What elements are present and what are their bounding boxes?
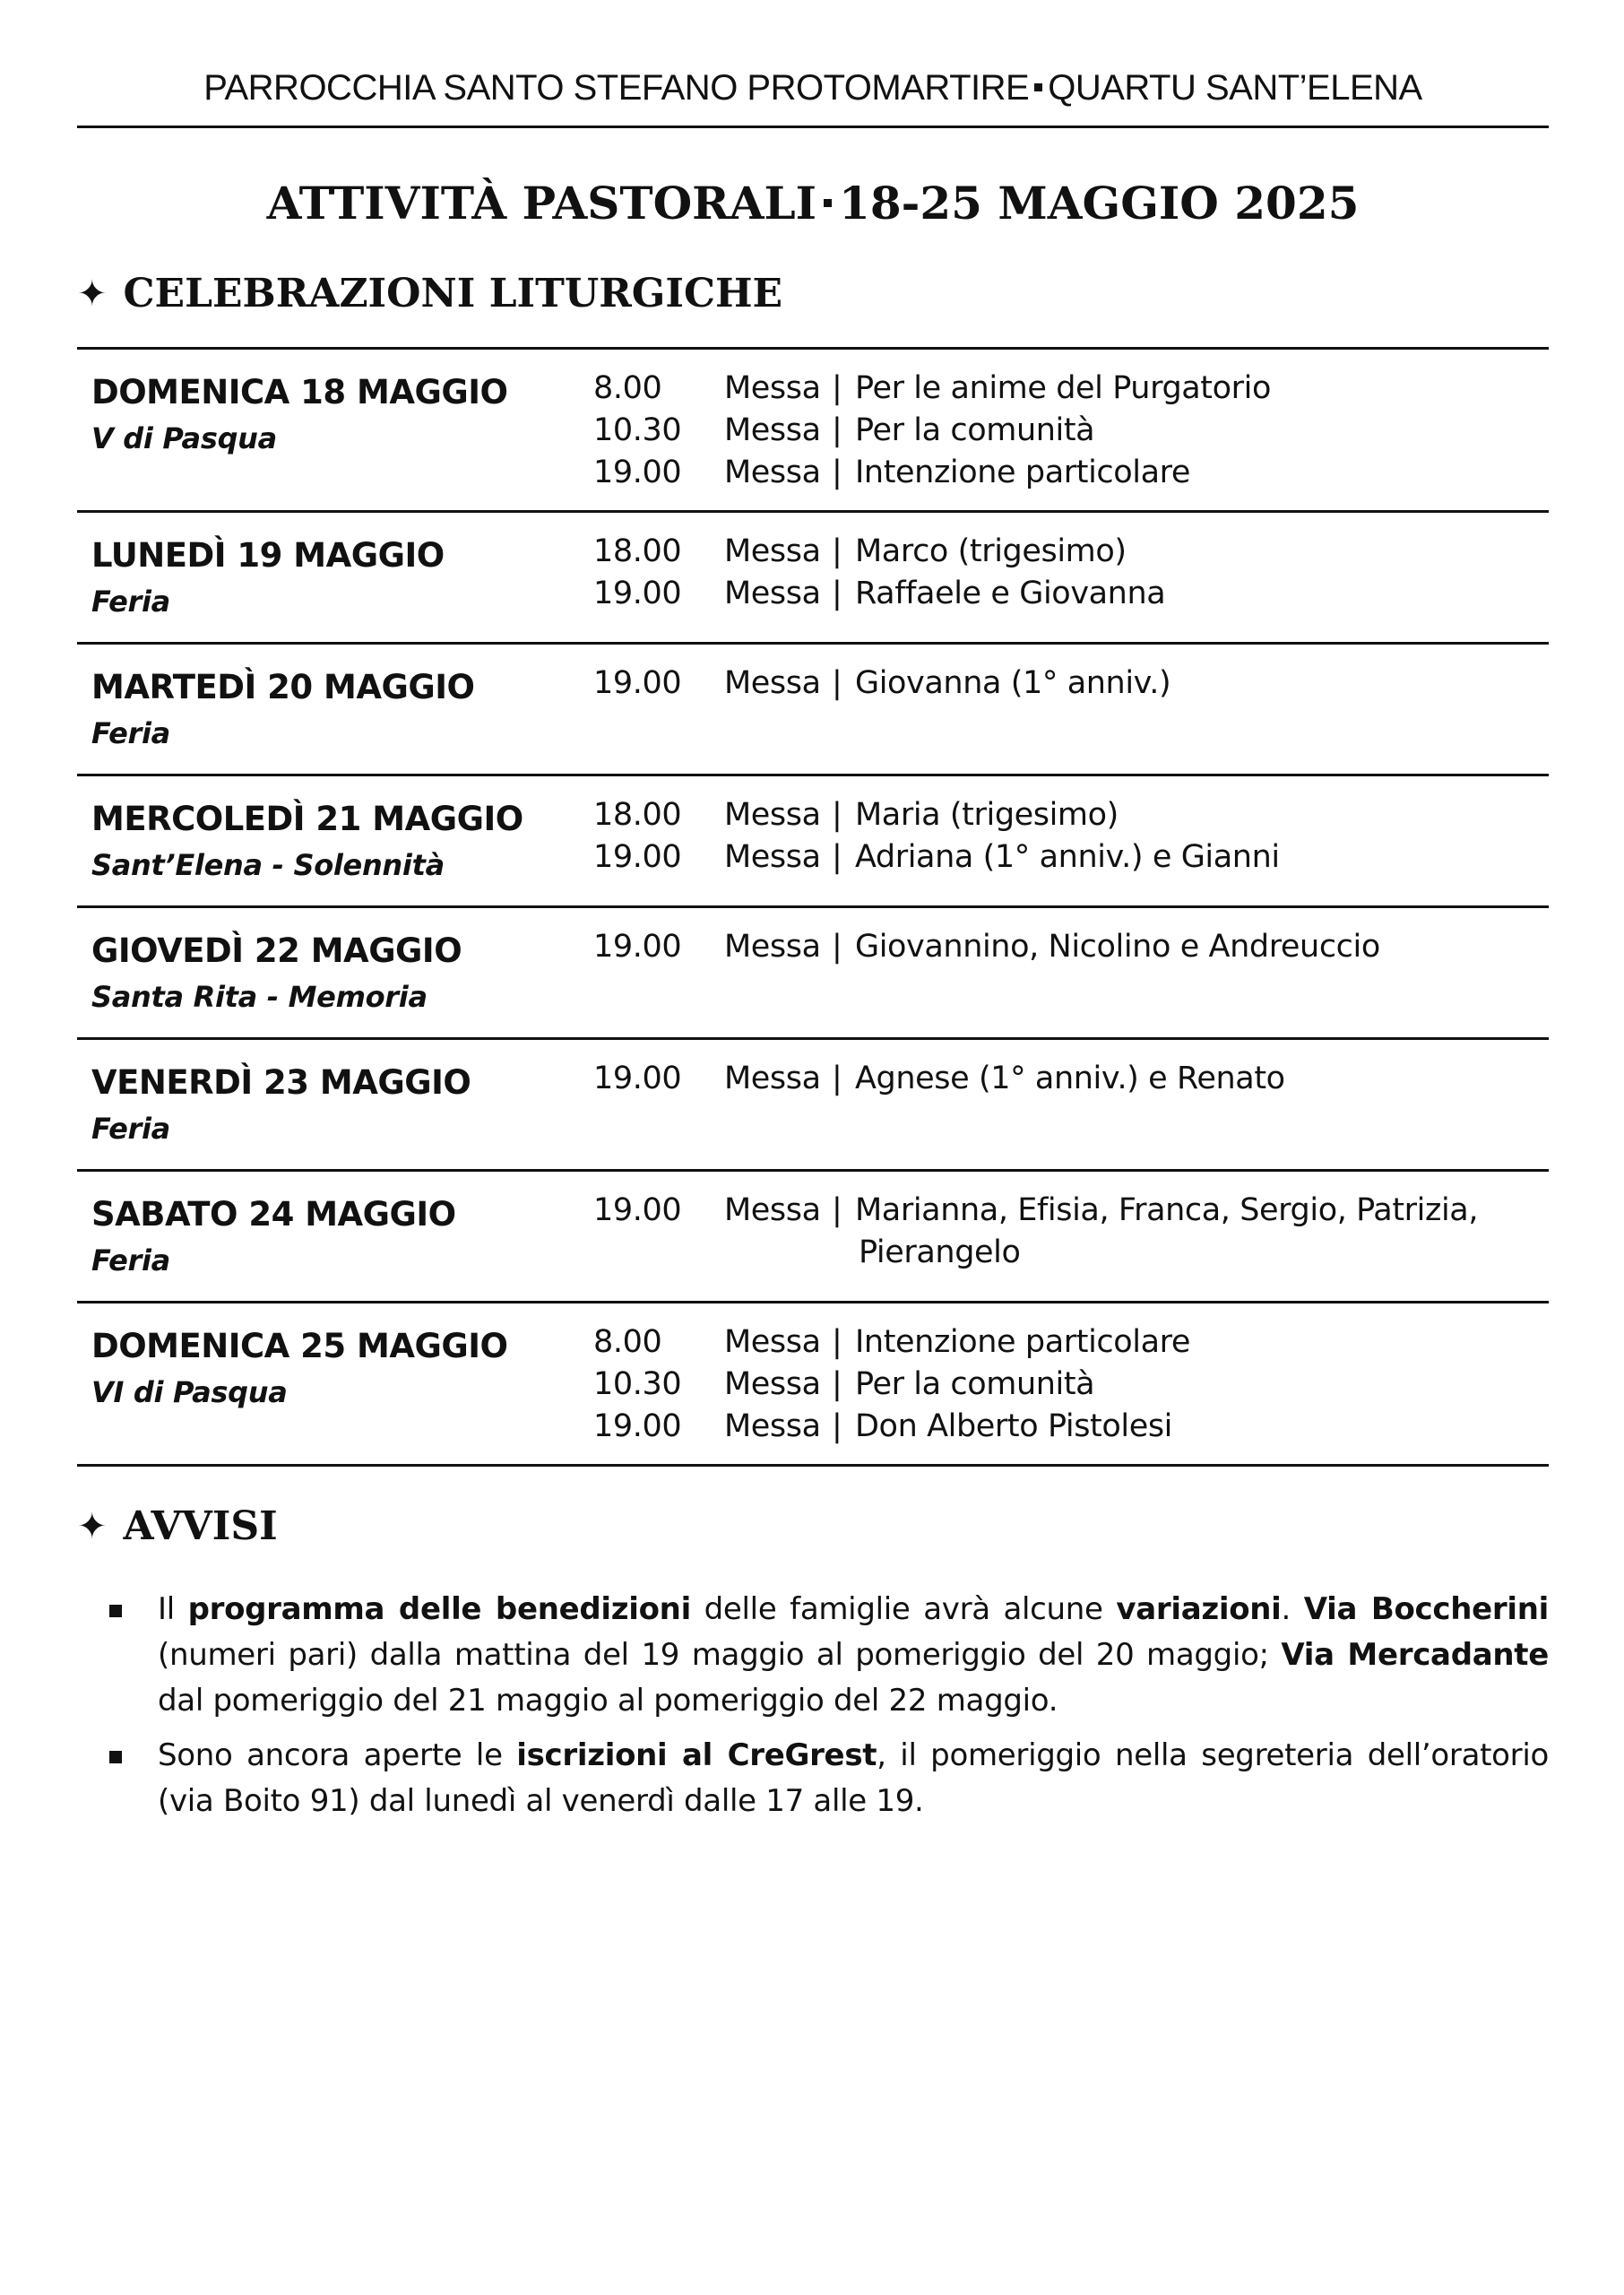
notice-emphasis: Via Mercadante (1281, 1637, 1549, 1673)
separator-bar: | (832, 370, 842, 406)
mass-entry (593, 836, 1549, 879)
square-bullet-icon (109, 1751, 122, 1763)
separator-bar: | (832, 839, 842, 875)
separator-bar: | (832, 412, 842, 448)
masses-cell (593, 1039, 1549, 1171)
mass-intention: Intenzione particolare (855, 455, 1190, 490)
indent-spacer (593, 1232, 859, 1274)
separator-bar: | (832, 1324, 842, 1360)
liturgical-feast: Feria (91, 1243, 170, 1277)
four-pointed-star-icon: ✦ (77, 273, 108, 315)
separator-bar: | (832, 533, 842, 569)
mass-entry (593, 1058, 1549, 1100)
parish-town: QUARTU SANT’ELENA (1048, 68, 1422, 108)
mass-time: 10.30 (593, 412, 682, 448)
mass-entry (593, 1406, 1549, 1448)
day-row (77, 775, 1549, 907)
mass-time: 19.00 (593, 455, 682, 490)
day-name: LUNEDÌ 19 MAGGIO (91, 536, 445, 575)
liturgy-section-heading (77, 270, 1549, 318)
mass-entry (593, 1364, 1549, 1406)
separator-bar: | (832, 455, 842, 490)
notice-emphasis: programma delle benedizioni (187, 1591, 691, 1627)
day-name: GIOVEDÌ 22 MAGGIO (91, 931, 462, 970)
day-cell (77, 1303, 593, 1466)
masses-cell (593, 349, 1549, 512)
mass-time: 8.00 (593, 370, 662, 406)
day-row (77, 644, 1549, 775)
header-rule (77, 126, 1549, 128)
day-name: DOMENICA 18 MAGGIO (91, 373, 508, 411)
page-title (77, 177, 1549, 230)
mass-type: Messa (724, 412, 821, 448)
mass-time: 19.00 (593, 929, 682, 965)
masses-cell (593, 1303, 1549, 1466)
mass-type: Messa (724, 370, 821, 406)
day-name: MERCOLEDÌ 21 MAGGIO (91, 800, 523, 838)
mass-type: Messa (724, 533, 821, 569)
mass-entry (593, 1190, 1549, 1232)
mass-intention: Per la comunità (855, 1366, 1095, 1402)
mass-time: 19.00 (593, 576, 682, 611)
separator-square-icon (824, 199, 832, 207)
mass-entry (593, 410, 1549, 452)
day-name: DOMENICA 25 MAGGIO (91, 1327, 508, 1365)
separator-bar: | (832, 1061, 842, 1096)
mass-intention: Per le anime del Purgatorio (855, 370, 1271, 406)
mass-type: Messa (724, 1061, 821, 1096)
mass-intention: Don Alberto Pistolesi (855, 1408, 1172, 1444)
separator-bar: | (832, 1366, 842, 1402)
masses-cell (593, 644, 1549, 775)
notice-segment: (numeri pari) dalla mattina del 19 maggio al pomeriggio del 20 maggio; (158, 1637, 1282, 1673)
separator-bar: | (832, 576, 842, 611)
mass-entry (593, 452, 1549, 494)
mass-type: Messa (724, 1192, 821, 1228)
day-cell (77, 512, 593, 644)
square-bullet-icon (109, 1605, 122, 1617)
mass-entry (593, 1321, 1549, 1364)
mass-time: 19.00 (593, 665, 682, 701)
mass-type: Messa (724, 576, 821, 611)
mass-entry-continuation (593, 1232, 1549, 1274)
notices-heading-text: AVVISI (123, 1503, 278, 1549)
four-pointed-star-icon: ✦ (77, 1506, 108, 1547)
title-activities: ATTIVITÀ PASTORALI (266, 177, 817, 230)
notice-segment: dal pomeriggio del 21 maggio al pomeriggio del 22 maggio. (158, 1683, 1058, 1719)
mass-entry (593, 573, 1549, 615)
separator-bar: | (832, 1408, 842, 1444)
day-cell (77, 349, 593, 512)
notice-emphasis: iscrizioni al CreGrest (516, 1737, 877, 1773)
mass-type: Messa (724, 1366, 821, 1402)
notice-segment: Sono ancora aperte le (158, 1737, 517, 1773)
mass-intention: Giovannino, Nicolino e Andreuccio (855, 929, 1380, 965)
title-dates: 18-25 MAGGIO 2025 (839, 177, 1360, 230)
liturgy-heading-text: CELEBRAZIONI LITURGICHE (123, 271, 783, 316)
liturgical-feast: VI di Pasqua (91, 1375, 288, 1409)
day-cell (77, 1039, 593, 1171)
mass-type: Messa (724, 1324, 821, 1360)
day-cell (77, 644, 593, 775)
day-name: SABATO 24 MAGGIO (91, 1195, 456, 1234)
separator-bar: | (832, 929, 842, 965)
mass-intention: Per la comunità (855, 412, 1095, 448)
masses-cell (593, 907, 1549, 1039)
masses-cell (593, 775, 1549, 907)
liturgical-feast: Feria (91, 1112, 170, 1146)
notice-text (158, 1733, 1549, 1824)
notice-text (158, 1587, 1549, 1724)
mass-type: Messa (724, 797, 821, 833)
liturgical-feast: Feria (91, 585, 170, 619)
masses-cell (593, 1171, 1549, 1303)
notices-section-heading (77, 1503, 1549, 1551)
mass-intention: Giovanna (1° anniv.) (855, 665, 1171, 701)
day-cell (77, 1171, 593, 1303)
day-name: VENERDÌ 23 MAGGIO (91, 1063, 471, 1102)
mass-type: Messa (724, 665, 821, 701)
separator-bar: | (832, 665, 842, 701)
liturgical-feast: Sant’Elena - Solennità (91, 848, 445, 882)
mass-time: 19.00 (593, 1408, 682, 1444)
mass-intention: Marianna, Efisia, Franca, Sergio, Patrizia, (855, 1192, 1479, 1228)
notice-item (77, 1733, 1549, 1824)
separator-bar: | (832, 797, 842, 833)
mass-entry (593, 794, 1549, 836)
day-row (77, 1039, 1549, 1171)
day-row (77, 1171, 1549, 1303)
notice-segment: , il pomeriggio nella segreteria dell’oratorio (via Boito 91) dal lunedì al venerdì dalle 17 alle 19. (158, 1737, 1549, 1819)
mass-type: Messa (724, 1408, 821, 1444)
notice-emphasis: Via Boccherini (1303, 1591, 1550, 1627)
parish-header (77, 66, 1549, 109)
mass-type: Messa (724, 455, 821, 490)
mass-entry (593, 663, 1549, 705)
day-row (77, 349, 1549, 512)
celebrations-table (77, 347, 1549, 1467)
mass-entry (593, 531, 1549, 573)
mass-intention: Raffaele e Giovanna (855, 576, 1166, 611)
mass-entry (593, 926, 1549, 968)
mass-time: 8.00 (593, 1324, 662, 1360)
day-row (77, 1303, 1549, 1466)
mass-time: 19.00 (593, 839, 682, 875)
liturgical-feast: Feria (91, 716, 170, 750)
day-row (77, 512, 1549, 644)
notice-item (77, 1587, 1549, 1724)
mass-entry (593, 368, 1549, 410)
masses-cell (593, 512, 1549, 644)
mass-intention: Intenzione particolare (855, 1324, 1190, 1360)
mass-intention: Agnese (1° anniv.) e Renato (855, 1061, 1285, 1096)
day-name: MARTEDÌ 20 MAGGIO (91, 668, 475, 706)
day-row (77, 907, 1549, 1039)
separator-bar: | (832, 1192, 842, 1228)
mass-intention: Adriana (1° anniv.) e Gianni (855, 839, 1280, 875)
notice-segment: Il (158, 1591, 188, 1627)
day-cell (77, 907, 593, 1039)
parish-name: PARROCCHIA SANTO STEFANO PROTOMARTIRE (203, 68, 1030, 108)
liturgical-feast: V di Pasqua (91, 421, 277, 455)
notices-list (77, 1587, 1549, 1824)
liturgical-feast: Santa Rita - Memoria (91, 980, 428, 1014)
mass-type: Messa (724, 839, 821, 875)
notice-segment: delle famiglie avrà alcune (690, 1591, 1117, 1627)
separator-square-icon (1034, 83, 1042, 91)
mass-intention-continued: Pierangelo (859, 1234, 1021, 1270)
mass-time: 19.00 (593, 1061, 682, 1096)
day-cell (77, 775, 593, 907)
mass-time: 18.00 (593, 797, 682, 833)
mass-time: 18.00 (593, 533, 682, 569)
mass-time: 10.30 (593, 1366, 682, 1402)
bulletin-page (77, 0, 1549, 1833)
mass-intention: Maria (trigesimo) (855, 797, 1119, 833)
notice-segment: . (1281, 1591, 1304, 1627)
notice-emphasis: variazioni (1116, 1591, 1282, 1627)
mass-time: 19.00 (593, 1192, 682, 1228)
mass-intention: Marco (trigesimo) (855, 533, 1127, 569)
mass-type: Messa (724, 929, 821, 965)
